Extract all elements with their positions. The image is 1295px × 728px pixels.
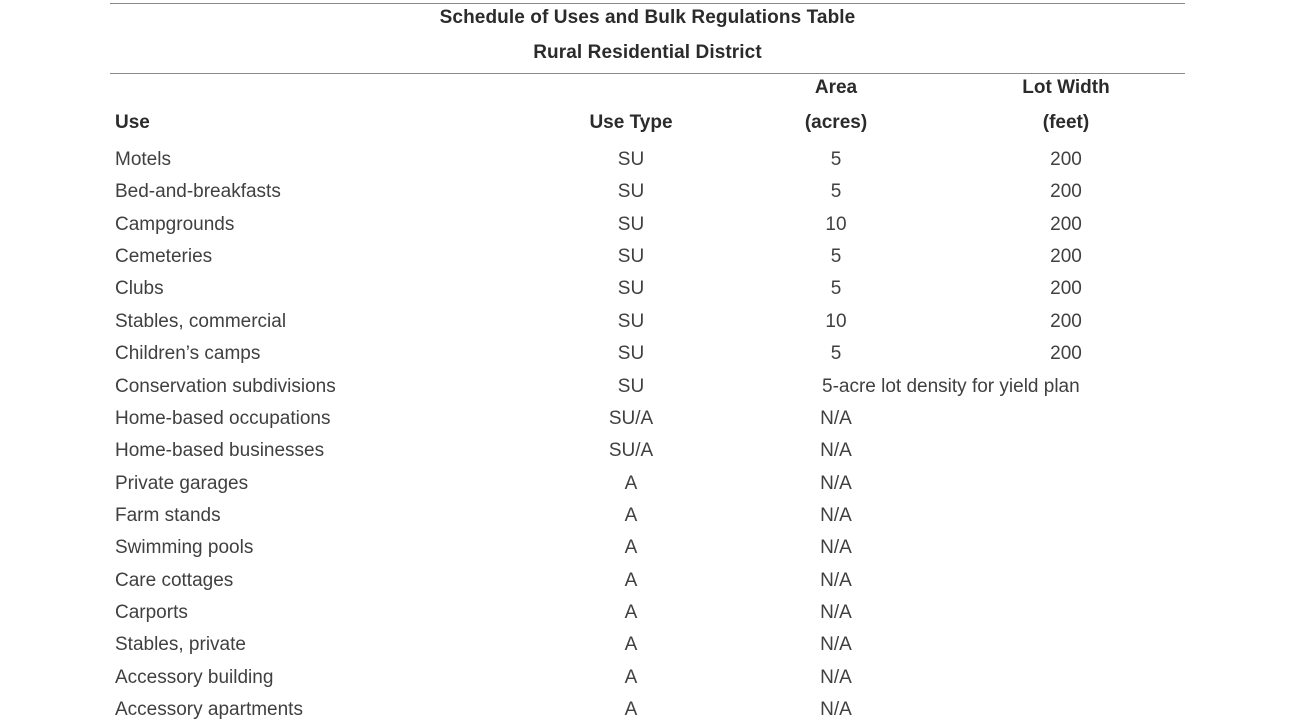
table-row: [0, 439, 1295, 469]
cell-use: Home-based businesses: [115, 440, 325, 462]
table-row: [0, 472, 1295, 502]
cell-area: 10: [825, 310, 847, 332]
cell-note: 5-acre lot density for yield plan: [822, 375, 1080, 397]
table-row: [0, 310, 1295, 340]
cell-area: 5: [830, 278, 842, 300]
cell-use: Accessory apartments: [115, 699, 303, 720]
table-row: [0, 213, 1295, 243]
cell-area: N/A: [820, 601, 852, 623]
table-row: [0, 601, 1295, 631]
table-row: [0, 245, 1295, 275]
cell-use-type: SU: [617, 246, 645, 268]
cell-use: Farm stands: [115, 504, 221, 526]
cell-lot-width: 200: [1050, 149, 1082, 170]
table-row: [0, 504, 1295, 534]
header-use: Use: [115, 112, 150, 133]
cell-area: N/A: [820, 537, 852, 559]
header-area-line2: (acres): [804, 112, 868, 133]
cell-use-type: A: [624, 504, 638, 526]
cell-lot-width: 200: [1050, 213, 1082, 235]
cell-use-type: SU: [617, 149, 645, 170]
table-title: Schedule of Uses and Bulk Regulations Table: [439, 7, 856, 28]
cell-use-type: SU/A: [608, 407, 654, 429]
table-row: [0, 569, 1295, 599]
cell-lot-width: 200: [1050, 343, 1082, 365]
table-row: [0, 666, 1295, 696]
cell-area: 5: [830, 149, 842, 170]
cell-area: N/A: [820, 472, 852, 494]
table-row: [0, 148, 1295, 178]
cell-use-type: A: [624, 601, 638, 623]
table-row: [0, 407, 1295, 437]
cell-use: Clubs: [115, 278, 164, 300]
cell-use-type: SU: [617, 343, 645, 365]
cell-use-type: SU: [617, 310, 645, 332]
cell-use-type: A: [624, 569, 638, 591]
cell-area: N/A: [820, 666, 852, 688]
cell-area: N/A: [820, 504, 852, 526]
cell-lot-width: 200: [1050, 310, 1082, 332]
cell-use-type: SU: [617, 278, 645, 300]
cell-area: N/A: [820, 407, 852, 429]
cell-use-type: SU/A: [608, 440, 654, 462]
cell-area: 5: [830, 343, 842, 365]
cell-use-type: A: [624, 699, 638, 720]
table-row: [0, 536, 1295, 566]
cell-use-type: A: [624, 666, 638, 688]
header-use-type: Use Type: [589, 112, 673, 133]
table-row: [0, 375, 1295, 405]
cell-use: Children’s camps: [115, 343, 261, 365]
cell-use: Campgrounds: [115, 213, 235, 235]
cell-use: Motels: [115, 149, 171, 170]
header-lot-width-line1: Lot Width: [1022, 77, 1110, 98]
cell-use: Conservation subdivisions: [115, 375, 336, 397]
cell-use: Private garages: [115, 472, 249, 494]
cell-use: Stables, commercial: [115, 310, 287, 332]
table-subtitle: Rural Residential District: [533, 42, 762, 63]
cell-lot-width: 200: [1050, 278, 1082, 300]
cell-lot-width: 200: [1050, 246, 1082, 268]
cell-area: N/A: [820, 440, 852, 462]
cell-use: Accessory building: [115, 666, 274, 688]
cell-use-type: A: [624, 472, 638, 494]
cell-use: Swimming pools: [115, 537, 254, 559]
cell-use-type: A: [624, 537, 638, 559]
cell-use-type: SU: [617, 213, 645, 235]
cell-use: Carports: [115, 601, 188, 623]
header-lot-width-line2: (feet): [1042, 112, 1090, 133]
cell-area: 5: [830, 181, 842, 203]
table-row: [0, 180, 1295, 210]
cell-area: 10: [825, 213, 847, 235]
cell-use: Home-based occupations: [115, 407, 331, 429]
cell-lot-width: 200: [1050, 181, 1082, 203]
table-row: [0, 633, 1295, 663]
header-area-line1: Area: [814, 77, 858, 98]
cell-area: 5: [830, 246, 842, 268]
cell-use-type: SU: [617, 375, 645, 397]
cell-area: N/A: [820, 699, 852, 720]
cell-use-type: SU: [617, 181, 645, 203]
table-row: [0, 277, 1295, 307]
cell-area: N/A: [820, 634, 852, 656]
cell-use: Cemeteries: [115, 246, 213, 268]
cell-area: N/A: [820, 569, 852, 591]
cell-use-type: A: [624, 634, 638, 656]
cell-use: Care cottages: [115, 569, 234, 591]
cell-use: Stables, private: [115, 634, 246, 656]
table-row: [0, 342, 1295, 372]
cell-use: Bed-and-breakfasts: [115, 181, 281, 203]
